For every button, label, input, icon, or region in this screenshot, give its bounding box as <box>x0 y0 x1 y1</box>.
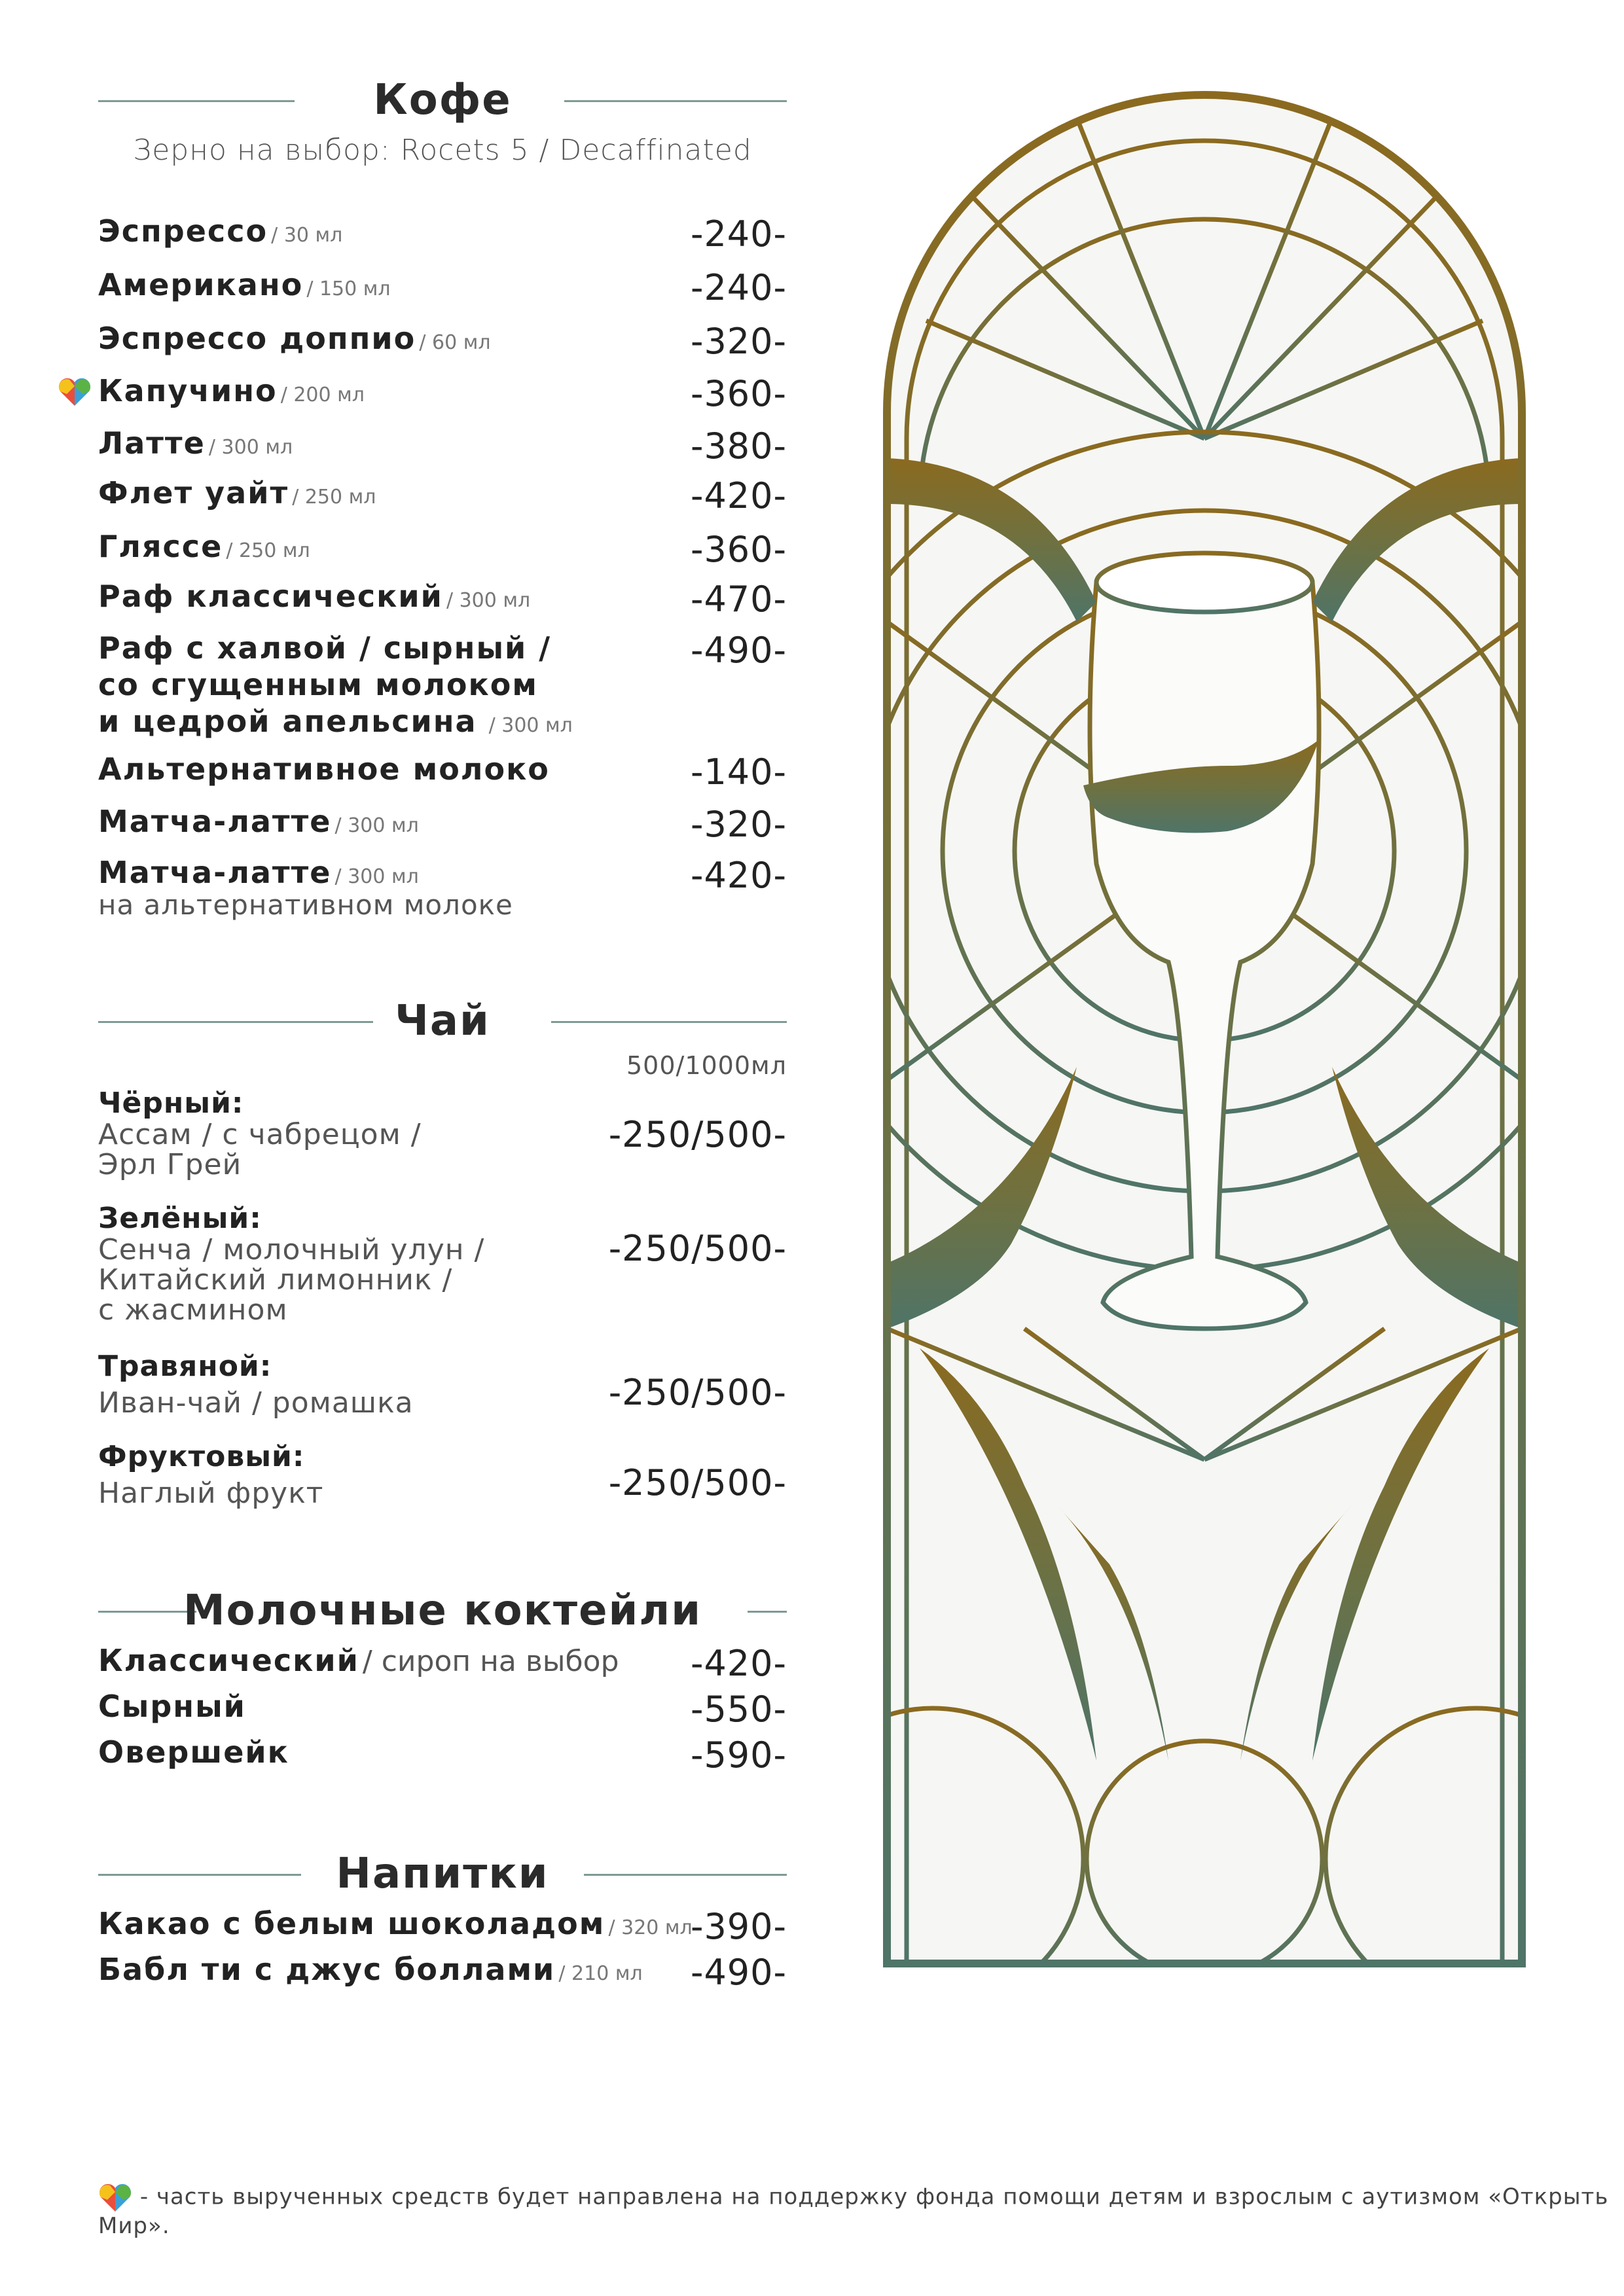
item-price: -320- <box>690 321 787 362</box>
stained-glass-window-illustration <box>861 46 1548 2009</box>
item-name: Классический <box>98 1643 359 1678</box>
item-price: -250/500- <box>608 1228 787 1269</box>
tea-item <box>98 1086 787 1180</box>
tea-category: Чёрный: <box>98 1086 244 1120</box>
menu-item <box>98 579 787 620</box>
tea-desc: с жасмином <box>98 1293 288 1327</box>
menu-item <box>98 373 787 414</box>
tea-desc: Эрл Грей <box>98 1148 242 1181</box>
tea-desc: Сенча / молочный улун / <box>98 1233 485 1266</box>
coffee-header <box>98 71 787 130</box>
item-name: Американо <box>98 267 304 302</box>
menu-item <box>98 1643 787 1684</box>
menu-item <box>98 475 787 516</box>
tea-item <box>98 1440 787 1509</box>
tea-category: Травяной: <box>98 1350 272 1383</box>
item-price: -380- <box>690 425 787 467</box>
tea-desc: Китайский лимонник / <box>98 1263 453 1297</box>
item-name: Бабл ти с джус боллами <box>98 1952 556 1987</box>
item-price: -550- <box>690 1689 787 1730</box>
item-volume: / 30 мл <box>271 224 343 247</box>
item-name: Овершейк <box>98 1734 289 1770</box>
item-price: -360- <box>690 529 787 570</box>
item-name: Матча-латте <box>98 855 332 890</box>
menu-item <box>98 321 787 362</box>
item-name-line: со сгущенным молоком <box>98 667 538 702</box>
item-volume: / 250 мл <box>292 486 376 509</box>
item-name: Латте <box>98 425 206 461</box>
item-volume: / 250 мл <box>226 539 310 562</box>
item-name: Эспрессо <box>98 213 268 249</box>
item-name-line: и цедрой апельсина <box>98 704 477 739</box>
menu-item <box>98 529 787 570</box>
item-name: Раф классический <box>98 579 443 614</box>
tea-category: Фруктовый: <box>98 1440 305 1473</box>
menu-item <box>98 804 787 845</box>
item-name: Эспрессо доппио <box>98 321 416 356</box>
item-volume: / 300 мл <box>208 436 293 459</box>
item-name: Матча-латте <box>98 804 332 839</box>
item-price: -590- <box>690 1734 787 1776</box>
tea-category: Зелёный: <box>98 1202 262 1235</box>
item-volume: / 300 мл <box>334 814 419 837</box>
item-volume: / 300 мл <box>488 714 573 737</box>
heart-puzzle-icon <box>98 2183 132 2213</box>
item-name: Капучино <box>98 373 278 408</box>
item-volume: / 200 мл <box>280 384 365 406</box>
item-name-line: Раф с халвой / сырный / <box>98 630 552 666</box>
menu-item <box>98 213 787 255</box>
charity-footer <box>98 2183 1624 2239</box>
tea-desc: Наглый фрукт <box>98 1477 324 1510</box>
item-price: -240- <box>690 213 787 255</box>
section-title: Чай <box>395 997 490 1045</box>
heart-puzzle-icon <box>58 377 92 407</box>
item-volume: / 300 мл <box>446 589 531 612</box>
item-name: Флет уайт <box>98 475 289 511</box>
footer-text: - часть вырученных средств будет направлена на поддержку фонда помощи детям и взрослым с аутизмом «Открыть Мир». <box>98 2183 1609 2239</box>
menu-item <box>98 267 787 308</box>
tea-desc: Иван-чай / ромашка <box>98 1386 414 1420</box>
item-price: -140- <box>690 751 787 793</box>
item-name: Какао с белым шоколадом <box>98 1906 605 1941</box>
item-price: -490- <box>690 1952 787 1993</box>
item-extra: / сироп на выбор <box>362 1645 619 1678</box>
tea-desc: Ассам / с чабрецом / <box>98 1118 422 1151</box>
item-price: -250/500- <box>608 1372 787 1413</box>
section-title: Напитки <box>336 1850 549 1898</box>
menu-item <box>98 1734 787 1776</box>
section-title: Молочные коктейли <box>183 1587 702 1635</box>
menu-item-raf-special <box>98 630 787 744</box>
item-price: -250/500- <box>608 1462 787 1503</box>
menu-item <box>98 1689 787 1730</box>
section-title: Кофе <box>373 76 512 124</box>
shakes-header <box>98 1581 787 1640</box>
item-volume: / 60 мл <box>419 331 491 354</box>
menu-item <box>98 1906 787 1947</box>
item-volume: / 150 мл <box>306 278 391 300</box>
tea-item <box>98 1350 787 1418</box>
item-name: Альтернативное молоко <box>98 751 550 787</box>
item-price: -420- <box>690 1643 787 1684</box>
item-volume: / 210 мл <box>558 1962 643 1985</box>
item-name: Глясcе <box>98 529 223 564</box>
item-volume: / 300 мл <box>334 865 419 888</box>
item-price: -240- <box>690 267 787 308</box>
item-price: -420- <box>690 855 787 896</box>
item-price: -250/500- <box>608 1114 787 1155</box>
coffee-subtitle: Зерно на выбор: Rocets 5 / Decaffinated <box>133 134 752 167</box>
tea-item <box>98 1202 787 1325</box>
item-name: Сырный <box>98 1689 246 1724</box>
volume-note: 500/1000мл <box>626 1051 787 1080</box>
tea-header <box>98 992 787 1050</box>
item-price: -470- <box>690 579 787 620</box>
item-extra: на альтернативном молоке <box>98 889 513 921</box>
item-volume: / 320 мл <box>608 1916 693 1939</box>
item-price: -420- <box>690 475 787 516</box>
item-price: -390- <box>690 1906 787 1947</box>
menu-item <box>98 425 787 467</box>
item-price: -490- <box>690 630 787 671</box>
drinks-header <box>98 1844 787 1903</box>
item-price: -360- <box>690 373 787 414</box>
menu-item <box>98 855 787 920</box>
item-price: -320- <box>690 804 787 845</box>
menu-item <box>98 1952 787 1993</box>
menu-item <box>98 751 787 793</box>
